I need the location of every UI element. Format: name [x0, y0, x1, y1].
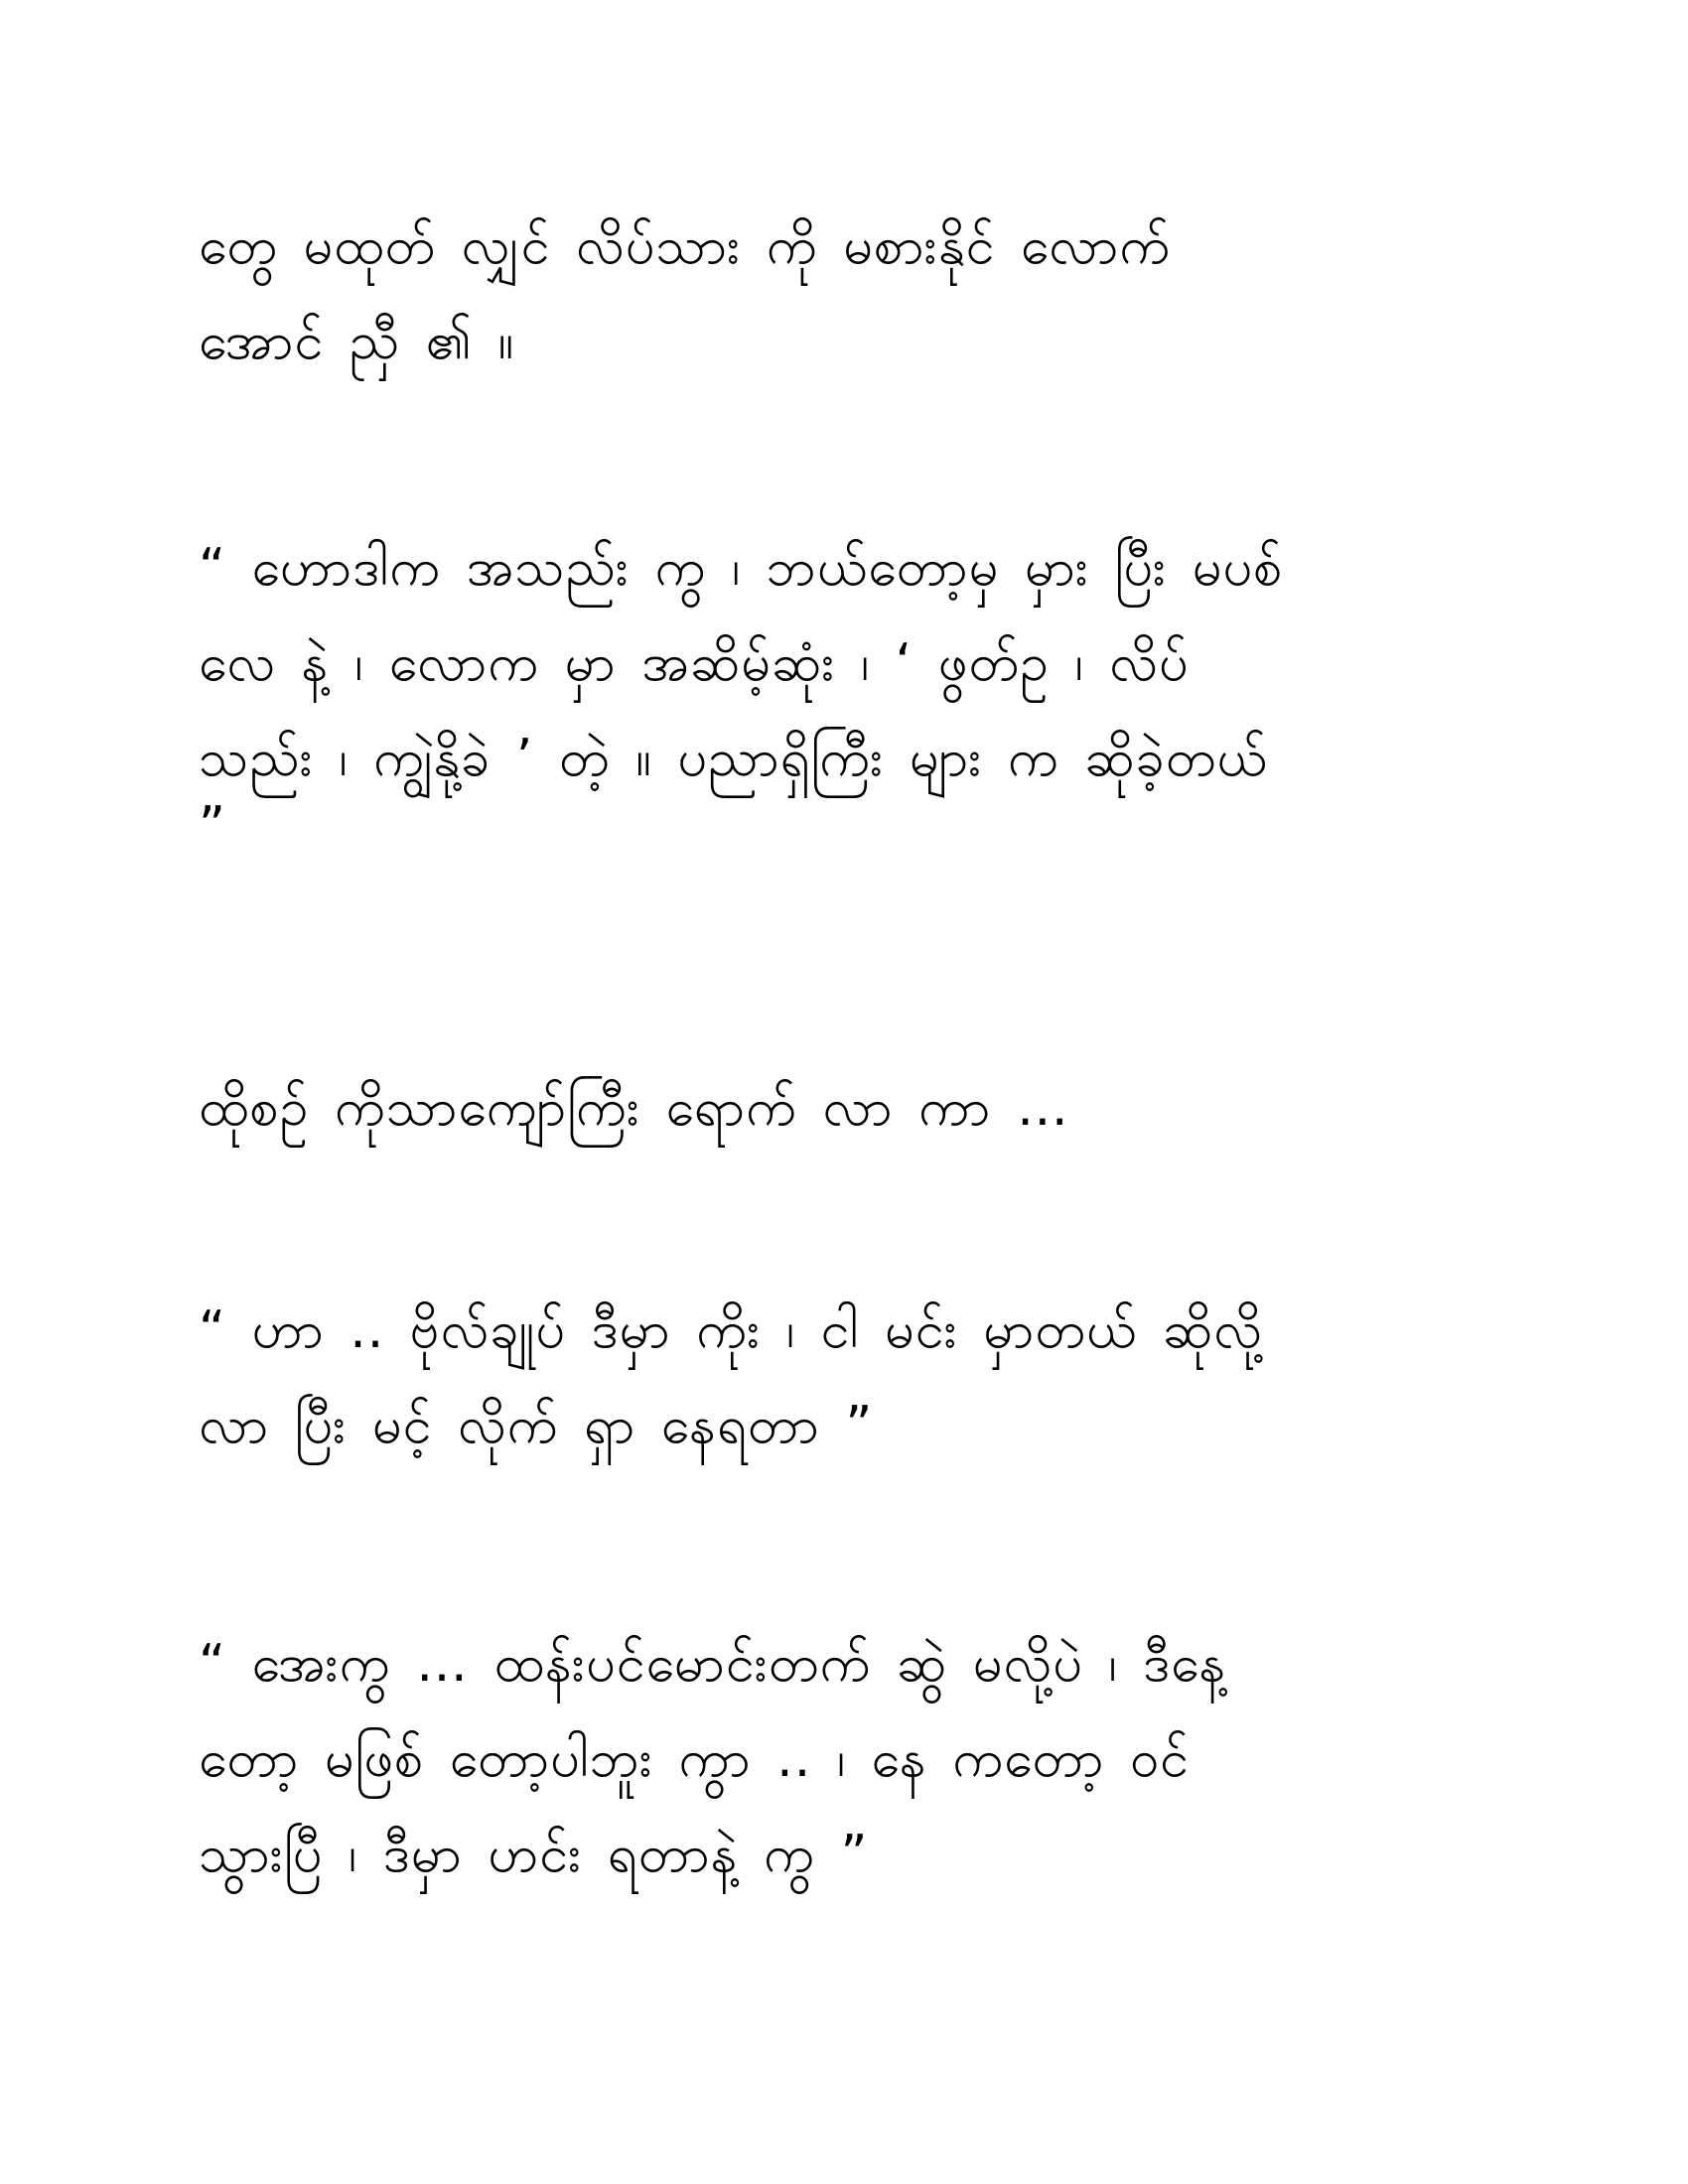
- paragraph: [199, 520, 1489, 856]
- text-line: တော့ မဖြစ် တော့ပါဘူး ကွာ .. ၊ နေ ကတော့ ဝင်: [199, 1729, 1190, 1789]
- text-line: “ ဟာ .. ဗိုလ်ချုပ် ဒီမှာ ကိုး ၊ ငါ မင်း မှာတယ် ဆိုလို့: [199, 1300, 1263, 1360]
- text-line: အောင် ညှီ ၏ ။: [199, 312, 515, 371]
- text-line: “ အေးကွ … ထန်းပင်မောင်းတက် ဆွဲ မလို့ပဲ ၊ ဒီနေ့: [199, 1634, 1227, 1694]
- text-line: သည်း ၊ ကျွဲနို့ခဲ ’ တဲ့ ။ ပညာရှိကြီး များ က ဆိုခဲ့တယ်: [199, 729, 1268, 788]
- text-line: ထိုစဉ် ကိုသာကျော်ကြီး ရောက် လာ ကာ …: [199, 1078, 1069, 1138]
- paragraph: [199, 1616, 1489, 1902]
- paragraph: [199, 1060, 1489, 1156]
- text-line: လာ ပြီး မင့် လိုက် ရှာ နေရတာ ”: [199, 1396, 874, 1455]
- text-line: လေ နဲ့ ၊ လောက မှာ အဆိမ့်ဆုံး ၊ ‘ ဖွတ်ဥ ၊ လိပ်: [199, 633, 1190, 693]
- text-line: “ ဟောဒါက အသည်း ကွ ၊ ဘယ်တော့မှ မှား ပြီး မပစ်: [199, 538, 1284, 598]
- text-line: သွားပြီ ၊ ဒီမှာ ဟင်း ရတာနဲ့ ကွ ”: [199, 1825, 869, 1884]
- text-line: ”: [199, 796, 226, 856]
- paragraph: [199, 1283, 1489, 1473]
- text-line: တွေ မထုတ် လျှင် လိပ်သား ကို မစားနိုင် လောက်: [199, 216, 1172, 276]
- paragraph: [199, 199, 1489, 389]
